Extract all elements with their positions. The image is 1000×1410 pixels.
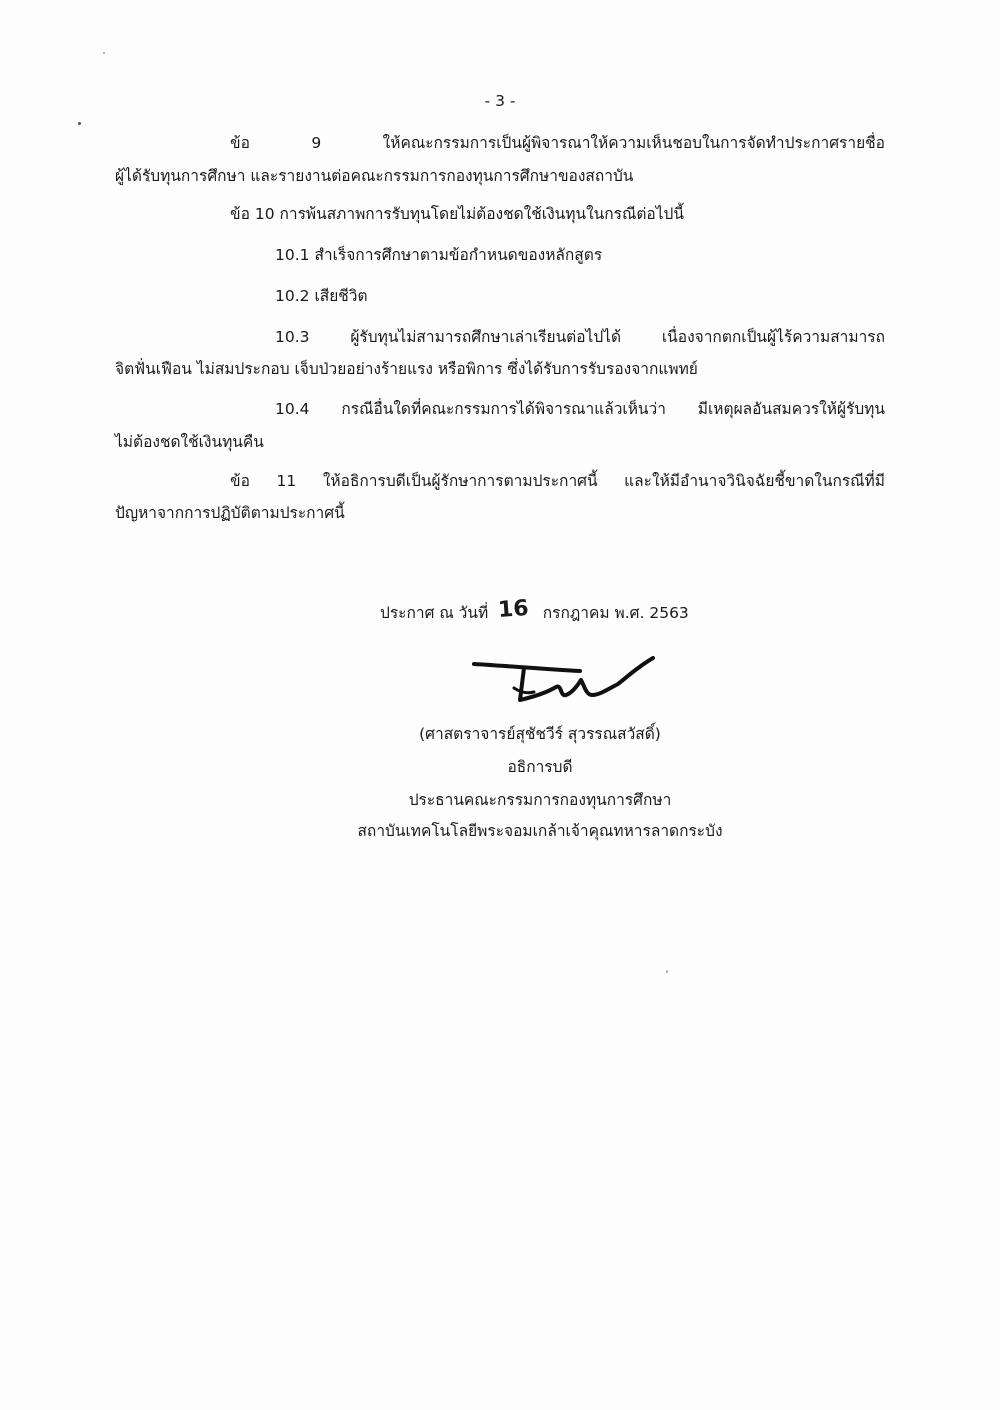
signatory-institution: สถาบันเทคโนโลยีพระจอมเกล้าเจ้าคุณทหารลาดกระบัง — [357, 822, 723, 840]
announcement-prefix: ประกาศ ณ วันที่ — [380, 604, 489, 622]
clause-10-item-3-line-1: 10.3 ผู้รับทุนไม่สามารถศึกษาเล่าเรียนต่อไปได้ เนื่องจากตกเป็นผู้ไร้ความสามารถ — [275, 328, 885, 346]
clause-11-line-1: ข้อ 11 ให้อธิการบดีเป็นผู้รักษาการตามประกาศนี้ และให้มีอำนาจวินิจฉัยชี้ขาดในกรณีที่มี — [230, 472, 885, 490]
announcement-suffix: กรกฎาคม พ.ศ. 2563 — [542, 604, 689, 622]
signatory-name: (ศาสตราจารย์สุชัชวีร์ สุวรรณสวัสดิ์) — [419, 725, 661, 743]
clause-10-heading: ข้อ 10 การพ้นสภาพการรับทุนโดยไม่ต้องชดใช้เงินทุนในกรณีต่อไปนี้ — [230, 205, 684, 223]
page-number: - 3 - — [484, 92, 516, 110]
signatory-position: อธิการบดี — [507, 758, 573, 776]
scan-speck — [666, 970, 668, 973]
scan-speck — [78, 122, 81, 125]
signature — [468, 650, 668, 712]
clause-11-line-2: ปัญหาจากการปฏิบัติตามประกาศนี้ — [115, 504, 345, 522]
announcement-date — [380, 595, 689, 624]
clause-10-item-4-line-1: 10.4 กรณีอื่นใดที่คณะกรรมการได้พิจารณาแล้วเห็นว่า มีเหตุผลอันสมควรให้ผู้รับทุน — [275, 400, 885, 418]
clause-9-line-2: ผู้ได้รับทุนการศึกษา และรายงานต่อคณะกรรมการกองทุนการศึกษาของสถาบัน — [115, 167, 634, 185]
clause-10-item-1: 10.1 สำเร็จการศึกษาตามข้อกำหนดของหลักสูตร — [275, 246, 603, 264]
clause-9-line-1: ข้อ 9 ให้คณะกรรมการเป็นผู้พิจารณาให้ความเห็นชอบในการจัดทำประกาศรายชื่อ — [230, 134, 885, 152]
clause-10-item-3-line-2: จิตฟั่นเฟือน ไม่สมประกอบ เจ็บป่วยอย่างร้ายแรง หรือพิการ ซึ่งได้รับการรับรองจากแพทย์ — [115, 360, 698, 378]
clause-10-item-4-line-2: ไม่ต้องชดใช้เงินทุนคืน — [115, 433, 264, 451]
signatory-role: ประธานคณะกรรมการกองทุนการศึกษา — [408, 791, 672, 809]
clause-10-item-2: 10.2 เสียชีวิต — [275, 287, 368, 305]
handwritten-day: 16 — [497, 595, 530, 624]
scan-speck — [103, 52, 105, 54]
